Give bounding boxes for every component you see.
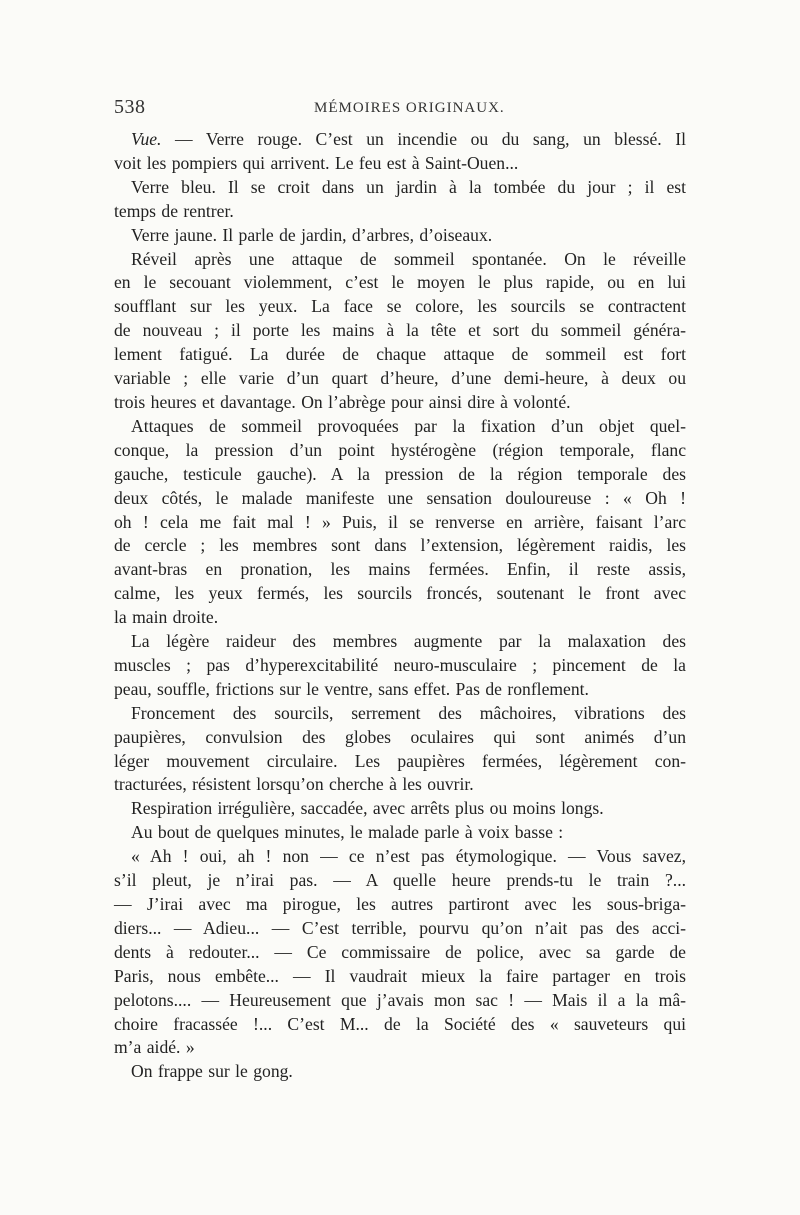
running-head: MÉMOIRES ORIGINAUX. [314,100,505,116]
text-line: Réveil après une attaque de sommeil spontanée. On le réveille [131,248,686,269]
text-line: — J’irai avec ma pirogue, les autres partiront avec les sous-briga- [114,894,686,914]
page-header [114,96,686,122]
text-line: Attaques de sommeil provoquées par la fixation d’un objet quel- [131,415,686,436]
text-line: Froncement des sourcils, serrement des mâchoires, vibrations des [131,702,686,723]
text-line: Vue. — Verre rouge. C’est un incendie ou du sang, un blessé. Il [131,129,686,149]
text-line: paupières, convulsion des globes oculaires qui sont animés d’un [114,726,686,747]
text-line: Au bout de quelques minutes, le malade parle à voix basse : [131,822,564,843]
text-line: Verre jaune. Il parle de jardin, d’arbres, d’oiseaux. [131,224,493,245]
text-line: Verre bleu. Il se croit dans un jardin à la tombée du jour ; il est [131,176,686,197]
text-line: de cercle ; les membres sont dans l’extension, légèrement raidis, les [114,535,686,556]
text-line: choire fracassée !... C’est M... de la Société des « sauveteurs qui [114,1013,686,1034]
text-line: soufflant sur les yeux. La face se colore, les sourcils se contractent [114,296,686,317]
text-line: peau, souffle, frictions sur le ventre, sans effet. Pas de ronflement. [114,678,589,699]
book-page [114,96,686,1084]
text-line: avant-bras en pronation, les mains fermées. Enfin, il reste assis, [114,559,686,580]
text-line: temps de rentrer. [114,200,234,221]
text-line: diers... — Adieu... — C’est terrible, pourvu qu’on n’ait pas des acci- [114,917,686,938]
text-line: m’a aidé. » [114,1037,195,1058]
text-line: muscles ; pas d’hyperexcitabilité neuro-musculaire ; pincement de la [114,654,686,675]
text-line: pelotons.... — Heureusement que j’avais mon sac ! — Mais il a la mâ- [114,989,686,1010]
text-line: gauche, testicule gauche). A la pression de la région temporale des [114,463,686,484]
text-line: s’il pleut, je n’irai pas. — A quelle heure prends-tu le train ?... [114,870,686,891]
text-line: oh ! cela me fait mal ! » Puis, il se renverse en arrière, faisant l’arc [114,511,686,532]
text-line: calme, les yeux fermés, les sourcils froncés, soutenant le front avec [114,583,686,604]
text-line: On frappe sur le gong. [131,1061,293,1082]
text-line: Respiration irrégulière, saccadée, avec arrêts plus ou moins longs. [131,798,604,819]
text-line: la main droite. [114,607,219,628]
text-line: trois heures et davantage. On l’abrège pour ainsi dire à volonté. [114,391,571,412]
text-line: conque, la pression d’un point hystérogène (région temporale, flanc [114,439,686,460]
text-line: tracturées, résistent lorsqu’on cherche à les ouvrir. [114,774,474,795]
text-line: de nouveau ; il porte les mains à la tête et sort du sommeil généra- [114,320,686,341]
text-line: deux côtés, le malade manifeste une sensation douloureuse : « Oh ! [114,487,686,508]
text-line: léger mouvement circulaire. Les paupières fermées, légèrement con- [114,750,686,771]
text-line: lement fatigué. La durée de chaque attaque de sommeil est fort [114,344,686,365]
italic-word: Vue. [131,129,162,149]
body-text [114,128,686,1084]
text-line: dents à redouter... — Ce commissaire de police, avec sa garde de [114,941,686,962]
text-line: Paris, nous embête... — Il vaudrait mieux la faire partager en trois [114,965,686,986]
text-line: variable ; elle varie d’un quart d’heure, d’une demi-heure, à deux ou [114,368,686,389]
text-line: en le secouant violemment, c’est le moyen le plus rapide, ou en lui [114,272,686,293]
text-line: voit les pompiers qui arrivent. Le feu est à Saint-Ouen... [114,152,519,173]
page-number: 538 [114,96,146,118]
text-line: La légère raideur des membres augmente par la malaxation des [131,631,686,652]
text-line: « Ah ! oui, ah ! non — ce n’est pas étymologique. — Vous savez, [131,846,686,867]
